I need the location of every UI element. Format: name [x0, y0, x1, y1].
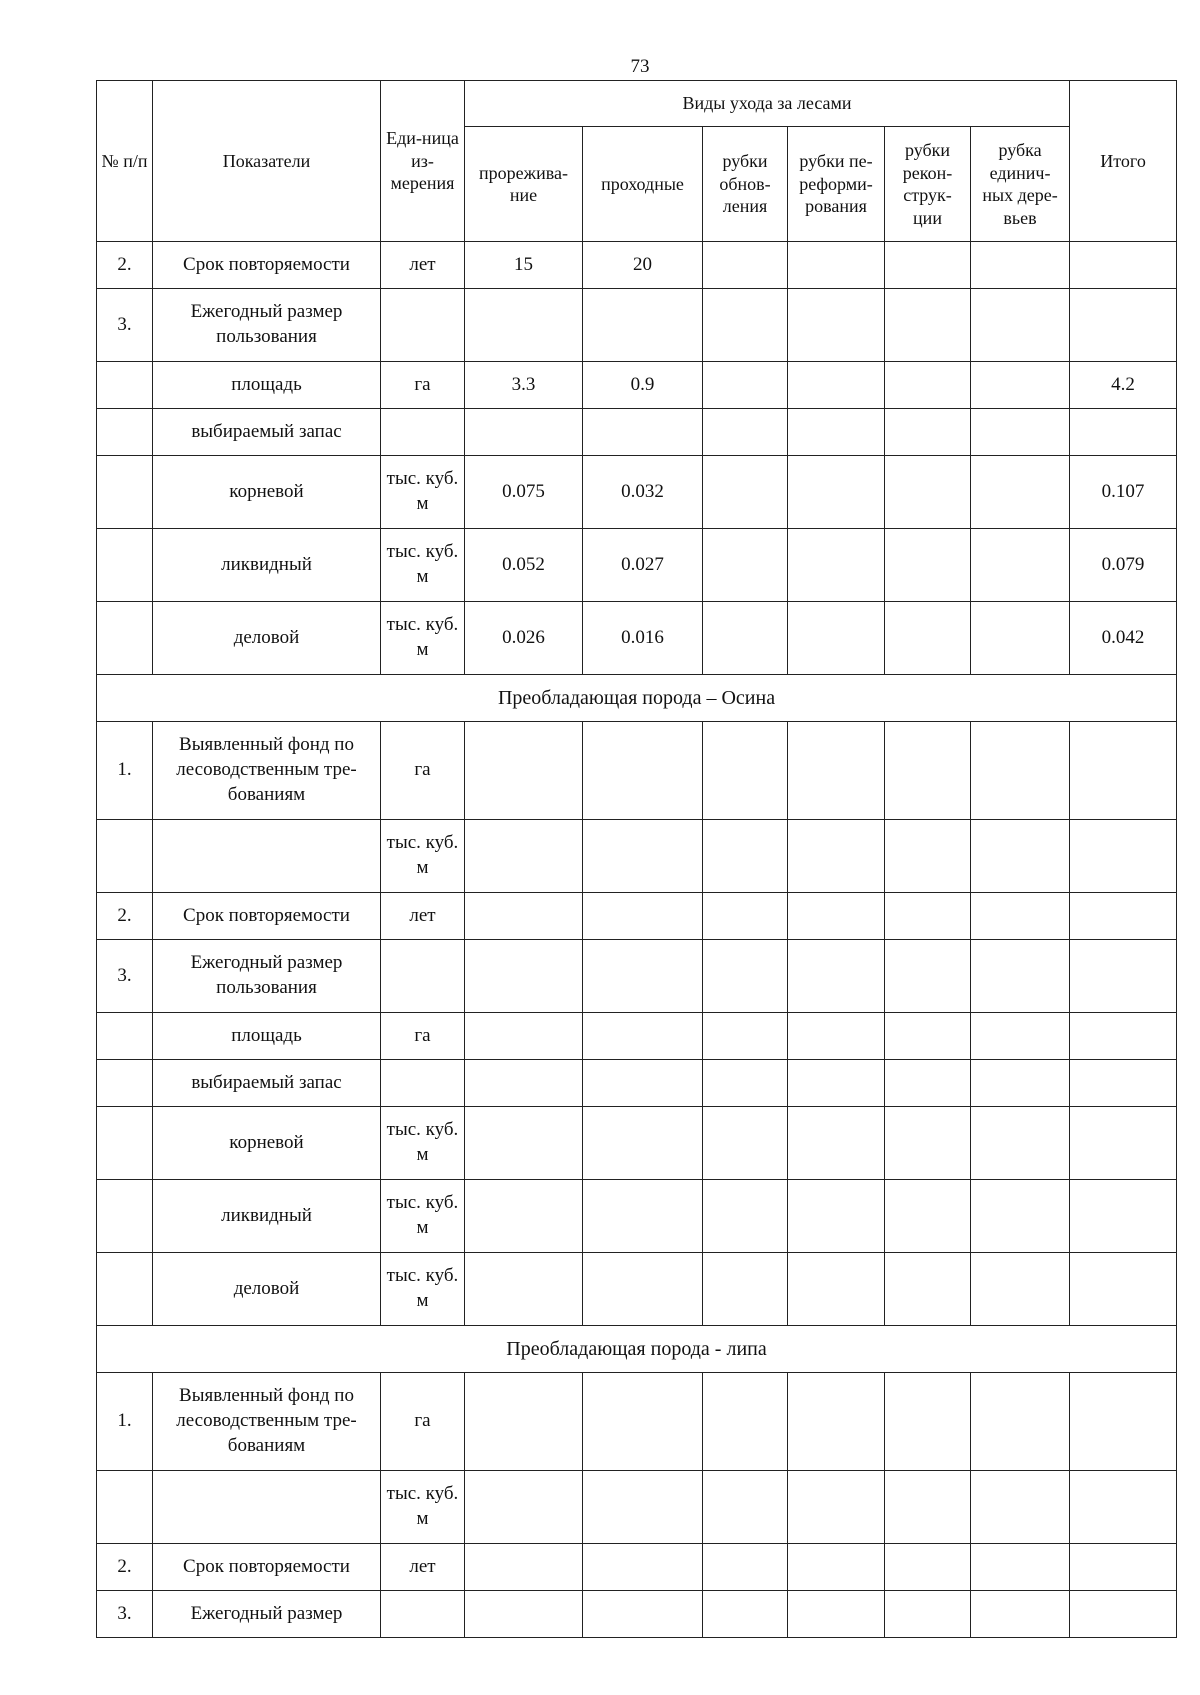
row-label: корневой [153, 1107, 381, 1180]
row-unit [381, 409, 465, 456]
row-value [703, 602, 788, 675]
row-value [583, 1373, 703, 1471]
row-total: 0.042 [1070, 602, 1177, 675]
row-unit [381, 289, 465, 362]
section-row [97, 675, 1177, 722]
table-row [97, 1013, 1177, 1060]
row-total [1070, 722, 1177, 820]
row-value [971, 1013, 1070, 1060]
row-value [465, 722, 583, 820]
row-value [583, 893, 703, 940]
row-unit: тыс. куб. м [381, 529, 465, 602]
row-total [1070, 1253, 1177, 1326]
row-unit: га [381, 1373, 465, 1471]
row-value [703, 289, 788, 362]
header-num: № п/п [97, 81, 153, 242]
row-value [583, 820, 703, 893]
row-number [97, 1471, 153, 1544]
row-number: 1. [97, 1373, 153, 1471]
row-unit: га [381, 1013, 465, 1060]
table-body [97, 242, 1177, 1638]
table-row [97, 1544, 1177, 1591]
row-value [465, 1544, 583, 1591]
row-label: выбираемый запас [153, 409, 381, 456]
table-row [97, 1180, 1177, 1253]
row-value [788, 289, 885, 362]
row-unit: тыс. куб. м [381, 456, 465, 529]
row-number [97, 602, 153, 675]
row-unit [381, 1060, 465, 1107]
row-total: 4.2 [1070, 362, 1177, 409]
row-value [885, 1253, 971, 1326]
row-value [885, 1373, 971, 1471]
row-label: Срок повторяемости [153, 242, 381, 289]
row-value [703, 722, 788, 820]
row-value [788, 602, 885, 675]
row-number [97, 1253, 153, 1326]
row-value [971, 1107, 1070, 1180]
table-row [97, 1060, 1177, 1107]
row-value [583, 409, 703, 456]
row-value [971, 1180, 1070, 1253]
row-value [703, 242, 788, 289]
section-row [97, 1326, 1177, 1373]
row-number [97, 820, 153, 893]
row-value [885, 362, 971, 409]
header-type: рубки обнов-ления [703, 127, 788, 242]
row-label [153, 1471, 381, 1544]
row-value [788, 529, 885, 602]
row-value [885, 602, 971, 675]
row-unit: лет [381, 242, 465, 289]
row-unit: тыс. куб. м [381, 820, 465, 893]
row-value [788, 362, 885, 409]
row-number [97, 456, 153, 529]
row-value [465, 409, 583, 456]
row-value [971, 529, 1070, 602]
row-value [971, 602, 1070, 675]
row-label: Срок повторяемости [153, 893, 381, 940]
row-label: Ежегодный размер пользования [153, 289, 381, 362]
row-value: 15 [465, 242, 583, 289]
row-value [703, 820, 788, 893]
row-value [465, 1180, 583, 1253]
row-value: 20 [583, 242, 703, 289]
row-value [788, 820, 885, 893]
row-value [788, 1253, 885, 1326]
row-value [703, 362, 788, 409]
table-row [97, 362, 1177, 409]
table-row [97, 1373, 1177, 1471]
row-value [583, 1060, 703, 1107]
row-value [885, 1060, 971, 1107]
header-type: рубка единич-ных дере-вьев [971, 127, 1070, 242]
row-value [885, 456, 971, 529]
row-value [971, 1591, 1070, 1638]
header-unit: Еди-ница из-мерения [381, 81, 465, 242]
row-value: 0.027 [583, 529, 703, 602]
row-value [465, 1107, 583, 1180]
row-value: 0.016 [583, 602, 703, 675]
row-value [583, 1013, 703, 1060]
row-unit: тыс. куб. м [381, 602, 465, 675]
row-value [788, 1471, 885, 1544]
row-value [465, 1471, 583, 1544]
row-value: 0.9 [583, 362, 703, 409]
row-value [885, 409, 971, 456]
row-value [703, 1544, 788, 1591]
row-number: 2. [97, 893, 153, 940]
row-value [703, 456, 788, 529]
row-value [971, 1471, 1070, 1544]
row-value [465, 1253, 583, 1326]
row-value [885, 1180, 971, 1253]
row-number: 2. [97, 1544, 153, 1591]
row-value [583, 1471, 703, 1544]
row-value [703, 1060, 788, 1107]
row-value [583, 1107, 703, 1180]
row-value [583, 1180, 703, 1253]
row-number [97, 1107, 153, 1180]
row-value: 0.052 [465, 529, 583, 602]
row-value [465, 893, 583, 940]
row-label: деловой [153, 602, 381, 675]
row-value [465, 1060, 583, 1107]
row-number: 1. [97, 722, 153, 820]
row-value [971, 893, 1070, 940]
row-value [971, 1253, 1070, 1326]
row-label: Ежегодный размер пользования [153, 940, 381, 1013]
row-value [703, 940, 788, 1013]
row-value [788, 893, 885, 940]
row-value [885, 529, 971, 602]
table-row [97, 289, 1177, 362]
row-label: ликвидный [153, 529, 381, 602]
row-unit: тыс. куб. м [381, 1471, 465, 1544]
row-value [971, 409, 1070, 456]
table-header [97, 81, 1177, 242]
table-row [97, 940, 1177, 1013]
row-value [583, 289, 703, 362]
row-total [1070, 409, 1177, 456]
table-row [97, 1591, 1177, 1638]
row-value [703, 1013, 788, 1060]
row-label: Срок повторяемости [153, 1544, 381, 1591]
row-value [971, 456, 1070, 529]
row-label: деловой [153, 1253, 381, 1326]
row-value [583, 1253, 703, 1326]
row-value [885, 242, 971, 289]
row-unit: га [381, 722, 465, 820]
row-value [885, 940, 971, 1013]
row-number: 3. [97, 289, 153, 362]
row-label: площадь [153, 362, 381, 409]
row-number [97, 529, 153, 602]
row-value [465, 1013, 583, 1060]
row-number [97, 362, 153, 409]
header-care-types: Виды ухода за лесами [465, 81, 1070, 127]
row-label: Выявленный фонд по лесоводственным тре-бованиям [153, 1373, 381, 1471]
section-title: Преобладающая порода - липа [97, 1326, 1177, 1373]
row-value [583, 722, 703, 820]
row-unit: тыс. куб. м [381, 1253, 465, 1326]
row-number [97, 1060, 153, 1107]
row-value [971, 1373, 1070, 1471]
row-value [703, 1253, 788, 1326]
row-number [97, 409, 153, 456]
row-total: 0.079 [1070, 529, 1177, 602]
row-value [885, 893, 971, 940]
row-value [788, 1107, 885, 1180]
row-number: 3. [97, 1591, 153, 1638]
row-value [788, 409, 885, 456]
row-label: площадь [153, 1013, 381, 1060]
row-value [788, 1544, 885, 1591]
table-row [97, 529, 1177, 602]
row-value [703, 1591, 788, 1638]
row-total [1070, 1107, 1177, 1180]
row-label: корневой [153, 456, 381, 529]
row-total [1070, 940, 1177, 1013]
row-value [885, 1544, 971, 1591]
row-number: 3. [97, 940, 153, 1013]
table-row [97, 1107, 1177, 1180]
row-value [465, 1373, 583, 1471]
row-value [465, 1591, 583, 1638]
row-value [971, 362, 1070, 409]
row-value [971, 820, 1070, 893]
table-row [97, 893, 1177, 940]
row-value [788, 1373, 885, 1471]
row-value [788, 722, 885, 820]
table-row [97, 602, 1177, 675]
row-label: Ежегодный размер [153, 1591, 381, 1638]
row-value [885, 289, 971, 362]
row-value [885, 1591, 971, 1638]
row-value [703, 1180, 788, 1253]
row-label: выбираемый запас [153, 1060, 381, 1107]
row-unit: тыс. куб. м [381, 1107, 465, 1180]
header-indicator: Показатели [153, 81, 381, 242]
row-value [703, 1373, 788, 1471]
header-total: Итого [1070, 81, 1177, 242]
row-total [1070, 1060, 1177, 1107]
row-unit: га [381, 362, 465, 409]
row-total [1070, 1013, 1177, 1060]
row-value [703, 409, 788, 456]
row-unit: лет [381, 893, 465, 940]
header-type: прорежива-ние [465, 127, 583, 242]
page-number: 73 [630, 56, 650, 77]
row-value [885, 1471, 971, 1544]
row-label [153, 820, 381, 893]
header-type: рубки пе-реформи-рования [788, 127, 885, 242]
row-total [1070, 1544, 1177, 1591]
row-value [583, 940, 703, 1013]
table-row [97, 242, 1177, 289]
row-value [788, 1180, 885, 1253]
row-value [971, 1060, 1070, 1107]
row-total [1070, 1591, 1177, 1638]
row-value [788, 1013, 885, 1060]
row-value [465, 940, 583, 1013]
row-unit: тыс. куб. м [381, 1180, 465, 1253]
row-value [788, 940, 885, 1013]
row-value: 0.032 [583, 456, 703, 529]
row-label: ликвидный [153, 1180, 381, 1253]
row-label: Выявленный фонд по лесоводственным тре-бованиям [153, 722, 381, 820]
row-value [788, 456, 885, 529]
forest-care-table [96, 80, 1177, 1638]
row-unit [381, 940, 465, 1013]
row-total [1070, 820, 1177, 893]
row-value [788, 1591, 885, 1638]
row-number: 2. [97, 242, 153, 289]
row-unit: лет [381, 1544, 465, 1591]
table-row [97, 456, 1177, 529]
row-value [971, 940, 1070, 1013]
row-value [703, 893, 788, 940]
row-value [885, 722, 971, 820]
row-value [465, 289, 583, 362]
row-value [971, 1544, 1070, 1591]
row-value [885, 820, 971, 893]
row-total: 0.107 [1070, 456, 1177, 529]
table-row [97, 1253, 1177, 1326]
row-value [971, 289, 1070, 362]
row-value [583, 1544, 703, 1591]
row-total [1070, 289, 1177, 362]
row-value [971, 722, 1070, 820]
row-number [97, 1180, 153, 1253]
row-value [788, 1060, 885, 1107]
row-total [1070, 242, 1177, 289]
row-value [703, 1107, 788, 1180]
row-value: 0.026 [465, 602, 583, 675]
row-total [1070, 1471, 1177, 1544]
row-value [788, 242, 885, 289]
row-value: 3.3 [465, 362, 583, 409]
row-unit [381, 1591, 465, 1638]
row-value: 0.075 [465, 456, 583, 529]
table-row [97, 820, 1177, 893]
row-value [885, 1107, 971, 1180]
row-total [1070, 893, 1177, 940]
table-row [97, 722, 1177, 820]
row-value [583, 1591, 703, 1638]
row-value [971, 242, 1070, 289]
table-row [97, 1471, 1177, 1544]
header-type: проходные [583, 127, 703, 242]
row-value [885, 1013, 971, 1060]
row-value [703, 529, 788, 602]
row-number [97, 1013, 153, 1060]
table-row [97, 409, 1177, 456]
section-title: Преобладающая порода – Осина [97, 675, 1177, 722]
row-value [465, 820, 583, 893]
row-total [1070, 1373, 1177, 1471]
row-total [1070, 1180, 1177, 1253]
header-type: рубки рекон-струк-ции [885, 127, 971, 242]
row-value [703, 1471, 788, 1544]
